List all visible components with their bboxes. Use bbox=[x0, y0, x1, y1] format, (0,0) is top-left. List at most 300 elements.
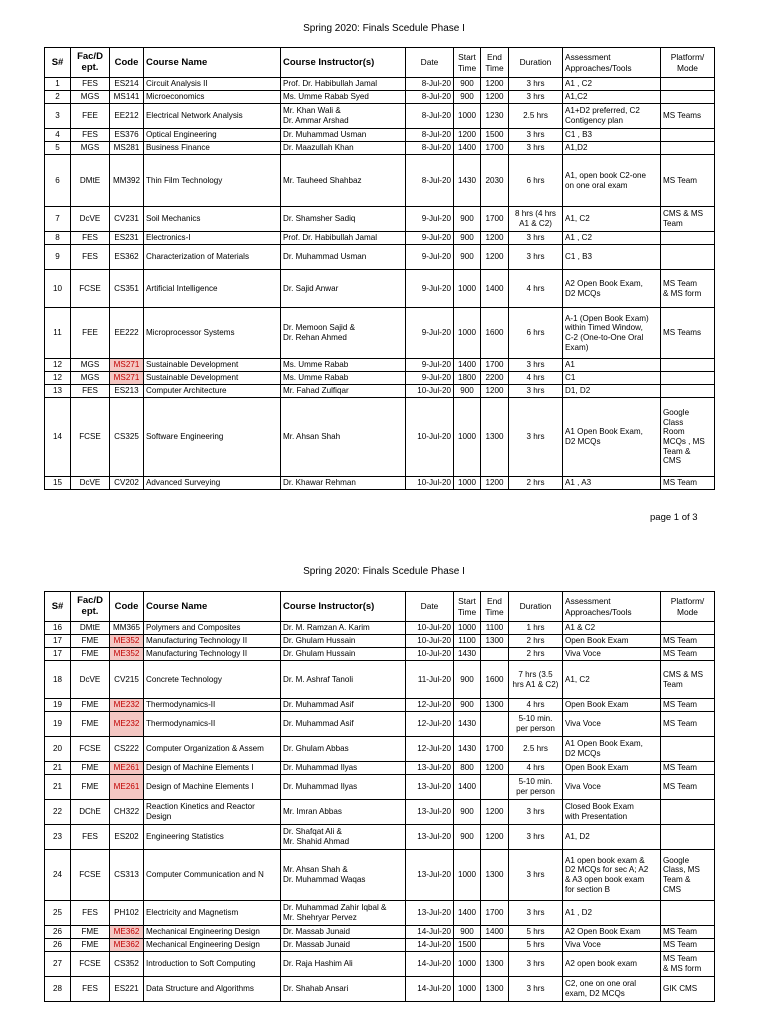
cell-duration: 6 hrs bbox=[509, 308, 563, 359]
cell-sno: 28 bbox=[45, 977, 71, 1002]
cell-instructor: Mr. Tauheed Shahbaz bbox=[281, 155, 406, 207]
cell-end-time: 1100 bbox=[481, 622, 509, 635]
col-header-course-name: Course Name bbox=[144, 48, 281, 78]
table-row bbox=[45, 477, 715, 490]
table-row bbox=[45, 699, 715, 712]
cell-course-name: Business Finance bbox=[144, 142, 281, 155]
cell-faculty: FCSE bbox=[71, 270, 110, 308]
cell-faculty: FES bbox=[71, 977, 110, 1002]
cell-platform bbox=[661, 737, 715, 762]
cell-start-time: 900 bbox=[454, 926, 481, 939]
cell-end-time: 1700 bbox=[481, 207, 509, 232]
table-row bbox=[45, 939, 715, 952]
cell-start-time: 800 bbox=[454, 762, 481, 775]
cell-course-code: ES362 bbox=[110, 245, 144, 270]
cell-duration: 5-10 min. per person bbox=[509, 775, 563, 800]
cell-course-code: PH102 bbox=[110, 901, 144, 926]
table-row bbox=[45, 825, 715, 850]
cell-platform: MS Team bbox=[661, 775, 715, 800]
cell-start-time: 1400 bbox=[454, 775, 481, 800]
cell-instructor: Dr. Shafqat Ali & Mr. Shahid Ahmad bbox=[281, 825, 406, 850]
col-header-faculty: Fac/D ept. bbox=[71, 48, 110, 78]
cell-assessment: A1, open book C2-one on one oral exam bbox=[563, 155, 661, 207]
cell-faculty: DChE bbox=[71, 800, 110, 825]
cell-instructor: Prof. Dr. Habibullah Jamal bbox=[281, 78, 406, 91]
cell-date: 14-Jul-20 bbox=[406, 926, 454, 939]
cell-duration: 3 hrs bbox=[509, 850, 563, 901]
cell-date: 13-Jul-20 bbox=[406, 850, 454, 901]
cell-instructor: Dr. Massab Junaid bbox=[281, 926, 406, 939]
cell-date: 12-Jul-20 bbox=[406, 712, 454, 737]
cell-course-name: Advanced Surveying bbox=[144, 477, 281, 490]
cell-end-time: 1600 bbox=[481, 308, 509, 359]
cell-course-code: ME362 bbox=[110, 939, 144, 952]
table-row bbox=[45, 661, 715, 699]
cell-start-time: 1200 bbox=[454, 129, 481, 142]
cell-faculty: DcVE bbox=[71, 477, 110, 490]
table-row bbox=[45, 926, 715, 939]
cell-end-time: 1200 bbox=[481, 385, 509, 398]
cell-course-name: Reaction Kinetics and Reactor Design bbox=[144, 800, 281, 825]
cell-duration: 3 hrs bbox=[509, 232, 563, 245]
cell-end-time: 1300 bbox=[481, 699, 509, 712]
cell-instructor: Mr. Imran Abbas bbox=[281, 800, 406, 825]
cell-assessment: A1 , C2 bbox=[563, 78, 661, 91]
cell-start-time: 1400 bbox=[454, 901, 481, 926]
cell-sno: 21 bbox=[45, 775, 71, 800]
cell-sno: 24 bbox=[45, 850, 71, 901]
cell-course-name: Engineering Statistics bbox=[144, 825, 281, 850]
cell-platform: MS Teams bbox=[661, 308, 715, 359]
header-row bbox=[45, 48, 715, 78]
cell-course-code: ES213 bbox=[110, 385, 144, 398]
cell-instructor: Dr. Muhammad Usman bbox=[281, 129, 406, 142]
cell-platform: MS Team bbox=[661, 635, 715, 648]
cell-faculty: MGS bbox=[71, 91, 110, 104]
cell-end-time: 1300 bbox=[481, 850, 509, 901]
cell-platform bbox=[661, 78, 715, 91]
cell-platform: MS Team bbox=[661, 648, 715, 661]
cell-instructor: Dr. Memoon Sajid & Dr. Rehan Ahmed bbox=[281, 308, 406, 359]
cell-assessment: A1 , D2 bbox=[563, 901, 661, 926]
cell-duration: 8 hrs (4 hrs A1 & C2) bbox=[509, 207, 563, 232]
cell-faculty: DcVE bbox=[71, 207, 110, 232]
table-row bbox=[45, 372, 715, 385]
cell-date: 9-Jul-20 bbox=[406, 372, 454, 385]
cell-start-time: 1100 bbox=[454, 635, 481, 648]
cell-course-name: Manufacturing Technology II bbox=[144, 635, 281, 648]
cell-end-time: 1200 bbox=[481, 800, 509, 825]
cell-assessment: A1 bbox=[563, 359, 661, 372]
cell-sno: 4 bbox=[45, 129, 71, 142]
table-row bbox=[45, 78, 715, 91]
cell-start-time: 1800 bbox=[454, 372, 481, 385]
cell-course-code: MS271 bbox=[110, 372, 144, 385]
cell-platform bbox=[661, 359, 715, 372]
cell-platform: MS Team bbox=[661, 699, 715, 712]
cell-date: 9-Jul-20 bbox=[406, 207, 454, 232]
cell-faculty: FCSE bbox=[71, 398, 110, 477]
cell-date: 9-Jul-20 bbox=[406, 359, 454, 372]
cell-faculty: FME bbox=[71, 775, 110, 800]
table-row bbox=[45, 270, 715, 308]
cell-sno: 25 bbox=[45, 901, 71, 926]
cell-course-code: CV215 bbox=[110, 661, 144, 699]
cell-sno: 19 bbox=[45, 699, 71, 712]
cell-course-code: ME362 bbox=[110, 926, 144, 939]
cell-faculty: DMtE bbox=[71, 622, 110, 635]
cell-date: 8-Jul-20 bbox=[406, 129, 454, 142]
cell-course-name: Optical Engineering bbox=[144, 129, 281, 142]
cell-sno: 12 bbox=[45, 372, 71, 385]
schedule-table-page1 bbox=[44, 47, 715, 490]
cell-assessment: A1 , A3 bbox=[563, 477, 661, 490]
cell-course-code: CS351 bbox=[110, 270, 144, 308]
col-header-end-time: End Time bbox=[481, 48, 509, 78]
cell-duration: 1 hrs bbox=[509, 622, 563, 635]
cell-assessment: A-1 (Open Book Exam) within Timed Window, C-2 (One-to-One Oral Exam) bbox=[563, 308, 661, 359]
cell-start-time: 1000 bbox=[454, 622, 481, 635]
cell-duration: 3 hrs bbox=[509, 142, 563, 155]
cell-course-code: ME352 bbox=[110, 635, 144, 648]
cell-course-name: Sustainable Development bbox=[144, 359, 281, 372]
cell-duration: 2.5 hrs bbox=[509, 737, 563, 762]
cell-sno: 9 bbox=[45, 245, 71, 270]
cell-start-time: 1000 bbox=[454, 270, 481, 308]
cell-assessment: Open Book Exam bbox=[563, 762, 661, 775]
col-header-end-time: End Time bbox=[481, 592, 509, 622]
cell-instructor: Mr. Ahsan Shah & Dr. Muhammad Waqas bbox=[281, 850, 406, 901]
cell-duration: 3 hrs bbox=[509, 800, 563, 825]
cell-end-time: 1700 bbox=[481, 737, 509, 762]
cell-platform: Google Class Room MCQs , MS Team & CMS bbox=[661, 398, 715, 477]
cell-end-time: 1230 bbox=[481, 104, 509, 129]
cell-platform bbox=[661, 901, 715, 926]
cell-course-code: ES376 bbox=[110, 129, 144, 142]
cell-start-time: 900 bbox=[454, 207, 481, 232]
cell-course-name: Thermodynamics-II bbox=[144, 712, 281, 737]
cell-date: 9-Jul-20 bbox=[406, 245, 454, 270]
cell-date: 10-Jul-20 bbox=[406, 477, 454, 490]
cell-date: 9-Jul-20 bbox=[406, 232, 454, 245]
cell-course-name: Thermodynamics-II bbox=[144, 699, 281, 712]
cell-faculty: FME bbox=[71, 926, 110, 939]
cell-faculty: FES bbox=[71, 129, 110, 142]
cell-sno: 17 bbox=[45, 635, 71, 648]
table-row bbox=[45, 207, 715, 232]
cell-course-name: Computer Architecture bbox=[144, 385, 281, 398]
cell-sno: 12 bbox=[45, 359, 71, 372]
cell-end-time: 1300 bbox=[481, 952, 509, 977]
col-header-faculty: Fac/D ept. bbox=[71, 592, 110, 622]
cell-assessment: A1 open book exam & D2 MCQs for sec A; A2 & A3 open book exam for section B bbox=[563, 850, 661, 901]
cell-duration: 3 hrs bbox=[509, 359, 563, 372]
cell-assessment: A1 Open Book Exam, D2 MCQs bbox=[563, 737, 661, 762]
cell-duration: 7 hrs (3.5 hrs A1 & C2) bbox=[509, 661, 563, 699]
cell-course-name: Mechanical Engineering Design bbox=[144, 939, 281, 952]
cell-end-time: 1300 bbox=[481, 398, 509, 477]
col-header-course-name: Course Name bbox=[144, 592, 281, 622]
table-row bbox=[45, 977, 715, 1002]
cell-end-time: 1700 bbox=[481, 142, 509, 155]
cell-sno: 3 bbox=[45, 104, 71, 129]
table-row bbox=[45, 308, 715, 359]
cell-assessment: Viva Voce bbox=[563, 939, 661, 952]
table-row bbox=[45, 155, 715, 207]
cell-instructor: Dr. Muhammad Ilyas bbox=[281, 762, 406, 775]
cell-course-code: EE222 bbox=[110, 308, 144, 359]
cell-date: 13-Jul-20 bbox=[406, 800, 454, 825]
cell-platform bbox=[661, 385, 715, 398]
table-row bbox=[45, 762, 715, 775]
table-row bbox=[45, 775, 715, 800]
cell-end-time bbox=[481, 775, 509, 800]
table-row bbox=[45, 901, 715, 926]
cell-faculty: FEE bbox=[71, 104, 110, 129]
cell-faculty: FES bbox=[71, 78, 110, 91]
cell-start-time: 900 bbox=[454, 825, 481, 850]
cell-date: 10-Jul-20 bbox=[406, 622, 454, 635]
cell-sno: 2 bbox=[45, 91, 71, 104]
table-row bbox=[45, 737, 715, 762]
cell-course-code: CS313 bbox=[110, 850, 144, 901]
cell-duration: 2 hrs bbox=[509, 648, 563, 661]
cell-date: 12-Jul-20 bbox=[406, 699, 454, 712]
cell-duration: 5 hrs bbox=[509, 939, 563, 952]
cell-date: 8-Jul-20 bbox=[406, 155, 454, 207]
cell-course-name: Mechanical Engineering Design bbox=[144, 926, 281, 939]
col-header-duration: Duration bbox=[509, 592, 563, 622]
cell-faculty: FCSE bbox=[71, 850, 110, 901]
cell-start-time: 1430 bbox=[454, 737, 481, 762]
cell-faculty: FME bbox=[71, 762, 110, 775]
cell-start-time: 1400 bbox=[454, 142, 481, 155]
cell-platform: CMS & MS Team bbox=[661, 207, 715, 232]
page2-title: Spring 2020: Finals Scedule Phase I bbox=[303, 566, 465, 577]
cell-instructor: Dr. Ghulam Hussain bbox=[281, 648, 406, 661]
cell-instructor: Ms. Umme Rabab bbox=[281, 372, 406, 385]
cell-sno: 18 bbox=[45, 661, 71, 699]
cell-instructor: Dr. Ghulam Abbas bbox=[281, 737, 406, 762]
cell-start-time: 1430 bbox=[454, 648, 481, 661]
cell-instructor: Ms. Umme Rabab Syed bbox=[281, 91, 406, 104]
table-row bbox=[45, 635, 715, 648]
cell-end-time: 2030 bbox=[481, 155, 509, 207]
cell-sno: 15 bbox=[45, 477, 71, 490]
cell-platform: MS Team & MS form bbox=[661, 270, 715, 308]
cell-faculty: FME bbox=[71, 648, 110, 661]
cell-date: 10-Jul-20 bbox=[406, 635, 454, 648]
cell-end-time: 1200 bbox=[481, 78, 509, 91]
cell-course-code: CH322 bbox=[110, 800, 144, 825]
cell-date: 14-Jul-20 bbox=[406, 952, 454, 977]
col-header-duration: Duration bbox=[509, 48, 563, 78]
cell-course-name: Electrical Network Analysis bbox=[144, 104, 281, 129]
cell-sno: 22 bbox=[45, 800, 71, 825]
cell-course-code: MM392 bbox=[110, 155, 144, 207]
cell-assessment: C1 , B3 bbox=[563, 245, 661, 270]
cell-platform bbox=[661, 142, 715, 155]
page1-title: Spring 2020: Finals Scedule Phase I bbox=[303, 23, 465, 34]
cell-date: 9-Jul-20 bbox=[406, 308, 454, 359]
cell-duration: 3 hrs bbox=[509, 398, 563, 477]
cell-faculty: FES bbox=[71, 901, 110, 926]
cell-start-time: 1000 bbox=[454, 952, 481, 977]
cell-date: 14-Jul-20 bbox=[406, 939, 454, 952]
cell-date: 13-Jul-20 bbox=[406, 901, 454, 926]
cell-course-code: ES221 bbox=[110, 977, 144, 1002]
cell-end-time: 1300 bbox=[481, 977, 509, 1002]
cell-course-code: CV202 bbox=[110, 477, 144, 490]
cell-date: 10-Jul-20 bbox=[406, 398, 454, 477]
cell-platform: CMS & MS Team bbox=[661, 661, 715, 699]
cell-platform bbox=[661, 91, 715, 104]
cell-start-time: 1430 bbox=[454, 712, 481, 737]
cell-course-name: Sustainable Development bbox=[144, 372, 281, 385]
cell-duration: 3 hrs bbox=[509, 91, 563, 104]
cell-sno: 20 bbox=[45, 737, 71, 762]
cell-course-name: Artificial Intelligence bbox=[144, 270, 281, 308]
cell-platform: MS Team bbox=[661, 155, 715, 207]
cell-start-time: 1000 bbox=[454, 850, 481, 901]
cell-date: 8-Jul-20 bbox=[406, 91, 454, 104]
cell-course-code: MM365 bbox=[110, 622, 144, 635]
cell-duration: 2 hrs bbox=[509, 635, 563, 648]
cell-faculty: FME bbox=[71, 635, 110, 648]
cell-duration: 4 hrs bbox=[509, 372, 563, 385]
cell-duration: 3 hrs bbox=[509, 245, 563, 270]
cell-date: 8-Jul-20 bbox=[406, 104, 454, 129]
cell-start-time: 1400 bbox=[454, 359, 481, 372]
cell-faculty: FCSE bbox=[71, 737, 110, 762]
cell-end-time: 2200 bbox=[481, 372, 509, 385]
cell-assessment: Open Book Exam bbox=[563, 635, 661, 648]
col-header-platform: Platform/ Mode bbox=[661, 592, 715, 622]
cell-course-name: Microeconomics bbox=[144, 91, 281, 104]
cell-assessment: A2 open book exam bbox=[563, 952, 661, 977]
cell-duration: 3 hrs bbox=[509, 952, 563, 977]
table-row bbox=[45, 952, 715, 977]
cell-assessment: A1, C2 bbox=[563, 661, 661, 699]
cell-instructor: Ms. Umme Rabab bbox=[281, 359, 406, 372]
cell-assessment: A1 , C2 bbox=[563, 232, 661, 245]
cell-platform bbox=[661, 245, 715, 270]
col-header-instructor: Course Instructor(s) bbox=[281, 592, 406, 622]
cell-platform bbox=[661, 622, 715, 635]
cell-assessment: C2, one on one oral exam, D2 MCQs bbox=[563, 977, 661, 1002]
table-row bbox=[45, 104, 715, 129]
col-header-start-time: Start Time bbox=[454, 48, 481, 78]
cell-duration: 2.5 hrs bbox=[509, 104, 563, 129]
cell-sno: 10 bbox=[45, 270, 71, 308]
cell-end-time: 1200 bbox=[481, 477, 509, 490]
cell-course-name: Soil Mechanics bbox=[144, 207, 281, 232]
cell-faculty: FES bbox=[71, 245, 110, 270]
cell-platform: MS Team bbox=[661, 939, 715, 952]
cell-duration: 4 hrs bbox=[509, 699, 563, 712]
cell-course-code: ES202 bbox=[110, 825, 144, 850]
cell-end-time bbox=[481, 712, 509, 737]
cell-platform: Google Class, MS Team & CMS bbox=[661, 850, 715, 901]
cell-course-code: MS281 bbox=[110, 142, 144, 155]
cell-start-time: 900 bbox=[454, 661, 481, 699]
cell-faculty: FEE bbox=[71, 308, 110, 359]
cell-course-code: ME232 bbox=[110, 699, 144, 712]
cell-end-time: 1200 bbox=[481, 232, 509, 245]
cell-assessment: A1+D2 preferred, C2 Contigency plan bbox=[563, 104, 661, 129]
cell-instructor: Prof. Dr. Habibullah Jamal bbox=[281, 232, 406, 245]
cell-faculty: FME bbox=[71, 699, 110, 712]
cell-start-time: 900 bbox=[454, 245, 481, 270]
cell-faculty: MGS bbox=[71, 372, 110, 385]
cell-start-time: 900 bbox=[454, 800, 481, 825]
cell-date: 10-Jul-20 bbox=[406, 385, 454, 398]
cell-assessment: Open Book Exam bbox=[563, 699, 661, 712]
cell-platform: MS Team bbox=[661, 477, 715, 490]
schedule-table-page2 bbox=[44, 591, 715, 1002]
cell-start-time: 1000 bbox=[454, 398, 481, 477]
table-row bbox=[45, 385, 715, 398]
cell-sno: 26 bbox=[45, 939, 71, 952]
col-header-sno: S# bbox=[45, 48, 71, 78]
col-header-instructor: Course Instructor(s) bbox=[281, 48, 406, 78]
cell-sno: 1 bbox=[45, 78, 71, 91]
cell-course-code: CS222 bbox=[110, 737, 144, 762]
cell-sno: 16 bbox=[45, 622, 71, 635]
cell-start-time: 1000 bbox=[454, 477, 481, 490]
cell-date: 14-Jul-20 bbox=[406, 977, 454, 1002]
cell-assessment: A2 Open Book Exam, D2 MCQs bbox=[563, 270, 661, 308]
cell-sno: 7 bbox=[45, 207, 71, 232]
cell-end-time: 1400 bbox=[481, 926, 509, 939]
cell-instructor: Mr. Ahsan Shah bbox=[281, 398, 406, 477]
col-header-code: Code bbox=[110, 48, 144, 78]
cell-platform: MS Team bbox=[661, 712, 715, 737]
page-number: page 1 of 3 bbox=[650, 512, 698, 523]
table-row bbox=[45, 622, 715, 635]
cell-faculty: FES bbox=[71, 385, 110, 398]
cell-course-code: EE212 bbox=[110, 104, 144, 129]
cell-platform bbox=[661, 825, 715, 850]
cell-assessment: A1,C2 bbox=[563, 91, 661, 104]
cell-assessment: A1 Open Book Exam, D2 MCQs bbox=[563, 398, 661, 477]
cell-start-time: 1500 bbox=[454, 939, 481, 952]
cell-sno: 13 bbox=[45, 385, 71, 398]
cell-instructor: Dr. M. Ramzan A. Karim bbox=[281, 622, 406, 635]
table-row bbox=[45, 648, 715, 661]
cell-end-time: 1200 bbox=[481, 762, 509, 775]
cell-assessment: Viva Voce bbox=[563, 648, 661, 661]
cell-course-code: ME232 bbox=[110, 712, 144, 737]
cell-duration: 3 hrs bbox=[509, 825, 563, 850]
col-header-start-time: Start Time bbox=[454, 592, 481, 622]
table-row bbox=[45, 91, 715, 104]
cell-course-name: Characterization of Materials bbox=[144, 245, 281, 270]
cell-start-time: 900 bbox=[454, 385, 481, 398]
cell-end-time: 1700 bbox=[481, 901, 509, 926]
cell-sno: 8 bbox=[45, 232, 71, 245]
cell-platform: MS Teams bbox=[661, 104, 715, 129]
cell-duration: 4 hrs bbox=[509, 270, 563, 308]
cell-platform bbox=[661, 800, 715, 825]
cell-course-name: Thin Film Technology bbox=[144, 155, 281, 207]
cell-platform: GIK CMS bbox=[661, 977, 715, 1002]
cell-instructor: Dr. Khawar Rehman bbox=[281, 477, 406, 490]
cell-start-time: 1000 bbox=[454, 977, 481, 1002]
cell-duration: 6 hrs bbox=[509, 155, 563, 207]
cell-course-code: MS141 bbox=[110, 91, 144, 104]
cell-course-name: Concrete Technology bbox=[144, 661, 281, 699]
